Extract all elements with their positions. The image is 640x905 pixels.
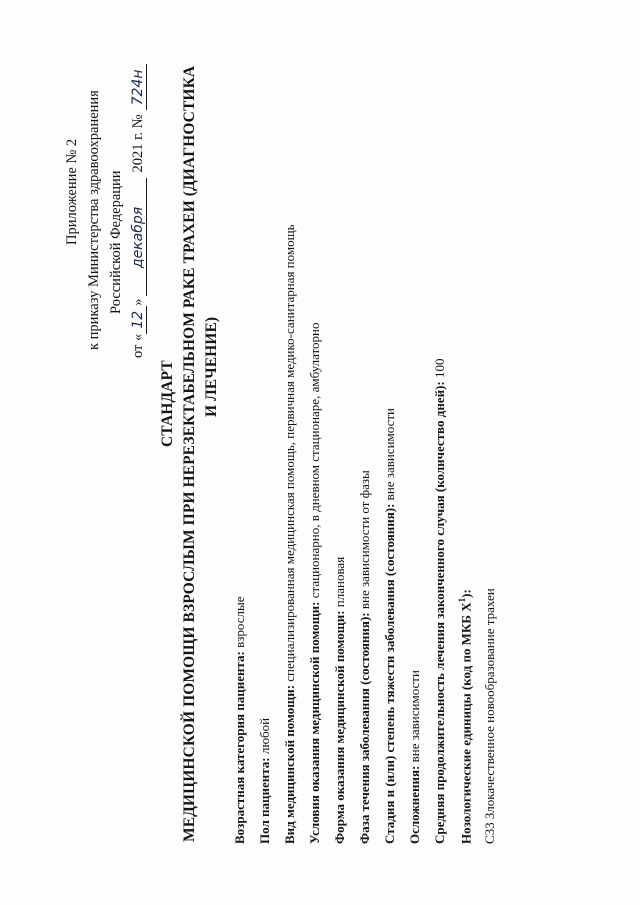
handwritten-day: 12 <box>130 310 146 329</box>
icd-code-entry: С33 Злокачественное новообразование трахеи <box>482 588 497 844</box>
appendix-line-2: к приказу Министерства здравоохранения <box>86 90 102 350</box>
handwritten-month: декабря <box>130 206 146 269</box>
document-subtitle-line-1: МЕДИЦИНСКОЙ ПОМОЩИ ВЗРОСЛЫМ ПРИ НЕРЕЗЕКТАБЕЛЬНОМ РАКЕ ТРАХЕИ (ДИАГНОСТИКА <box>181 65 198 842</box>
field-care-form: Форма оказания медицинской помощи: плановая <box>332 556 347 844</box>
field-patient-sex: Пол пациента: любой <box>257 717 272 844</box>
field-nosological-units: Нозологические единицы (код по МКБ $X^1$): <box>457 589 474 844</box>
handwritten-order-number: 724н <box>130 69 146 106</box>
field-care-type: Вид медицинской помощи: специализированная медицинская помощь, первичная медико-санитарная помощь <box>282 224 297 844</box>
field-disease-stage: Стадия и (или) степень тяжести заболевания (состояния): вне зависимости <box>382 408 397 844</box>
field-age-category: Возрастная категория пациента: взрослые <box>232 596 247 844</box>
appendix-date-line: от «12»декабря2021 г. №724н <box>131 64 147 358</box>
field-complications: Осложнения: вне зависимости <box>407 670 422 844</box>
appendix-line-1: Приложение № 2 <box>64 138 80 245</box>
appendix-line-3: Российской Федерации <box>108 170 124 314</box>
field-treatment-duration: Средняя продолжительность лечения законченного случая (количество дней): 100 <box>432 358 447 844</box>
document-subtitle-line-2: И ЛЕЧЕНИЕ) <box>203 316 220 417</box>
field-disease-phase: Фаза течения заболевания (состояния): вне зависимости от фазы <box>357 470 372 844</box>
field-care-conditions: Условия оказания медицинской помощи: стационарно, в дневном стационаре, амбулаторно <box>307 322 322 844</box>
document-title: СТАНДАРТ <box>159 360 176 447</box>
